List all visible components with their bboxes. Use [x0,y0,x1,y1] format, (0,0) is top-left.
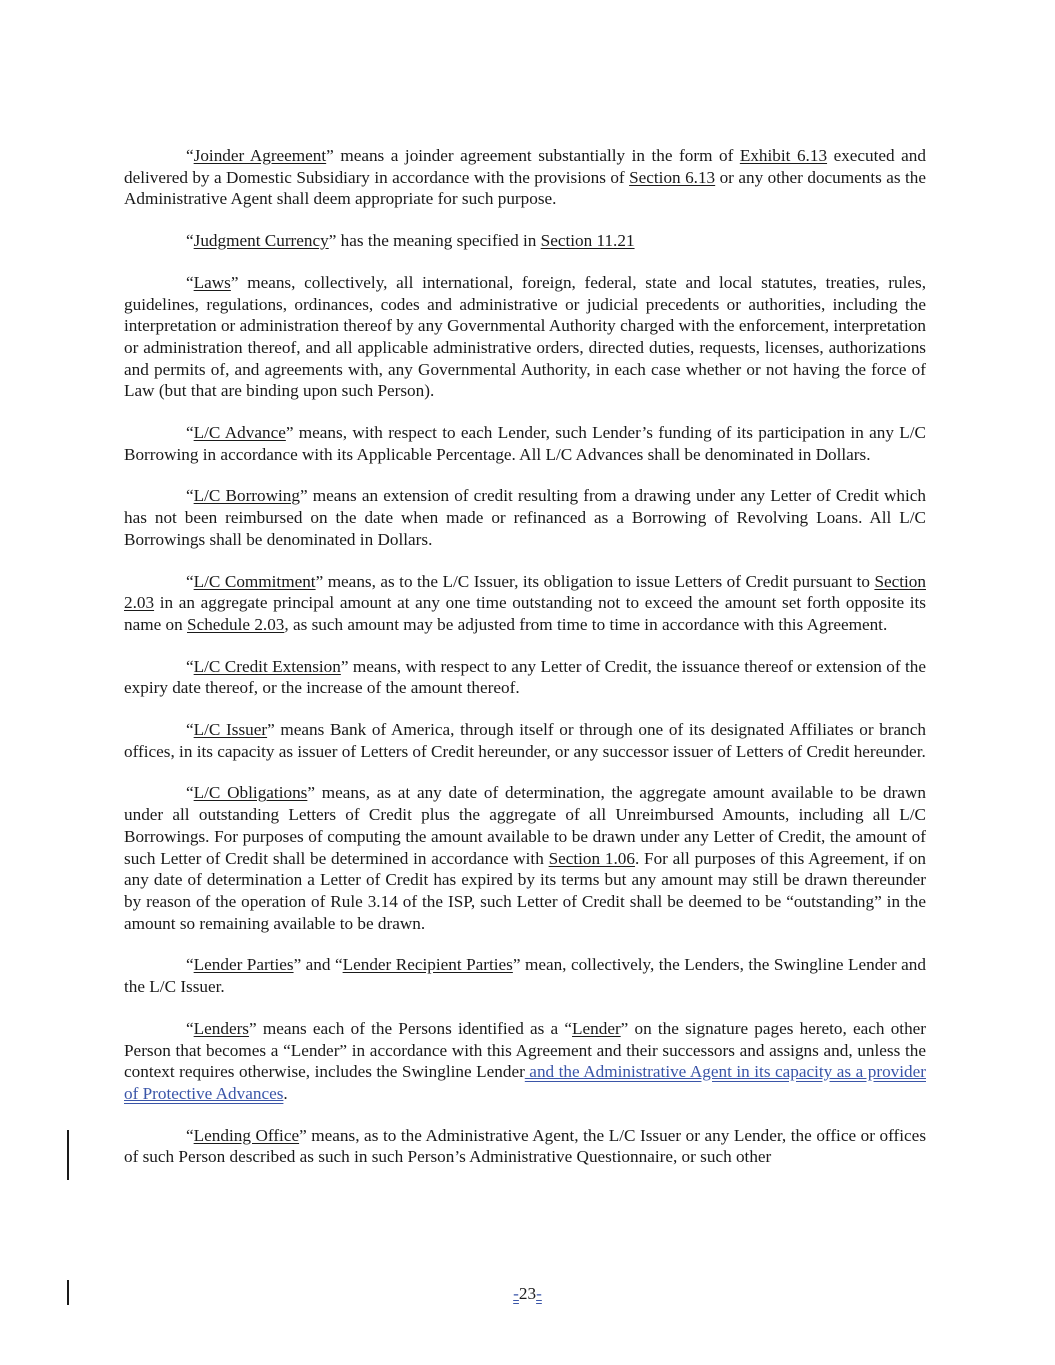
defined-term: Laws [193,272,231,292]
defined-term: Lender [572,1018,621,1038]
document-body [124,145,926,1188]
definition-text: ” mean, collectively, the Lenders, the Swingline Lender and the L/C Issuer. [124,955,926,997]
definition-text: or any other documents as the Administrative Agent shall deem appropriate for such purpose. [124,167,926,209]
defined-term: Joinder Agreement [193,146,327,165]
defined-term: L/C Issuer [193,720,268,740]
definition-paragraph [124,1018,926,1105]
definition-text: “ [186,783,194,803]
definition-text: ” has the meaning specified in [328,231,541,251]
definition-text: , as such amount may be adjusted from time to time in accordance with this Agreement. [284,614,888,634]
defined-term: Section 6.13 [629,167,716,187]
definition-text: ” means an extension of credit resulting from a drawing under any Letter of Credit which has not been reimbursed on the date when made or refinanced as a Borrowing of Revolving Loans. All L/C Borrowings shall be denominated in Dollars. [124,486,926,549]
definition-text: . [283,1083,288,1103]
page-number-dash-left: - [513,1284,519,1303]
defined-term: Section 11.21 [540,231,635,251]
inserted-text: and the Administrative Agent in its capacity as a provider of Protective Advances [124,1062,926,1103]
definition-paragraph [124,571,926,636]
definition-paragraph [124,230,926,252]
definition-text: ” means each of the Persons identified as a “ [249,1018,572,1038]
defined-term: Judgment Currency [193,231,329,251]
definition-text: ” means, as to the Administrative Agent, the L/C Issuer or any Lender, the office or offices of such Person described as such in such Person’s Administrative Questionnaire, or such other [124,1125,927,1167]
definition-text: ” means, with respect to any Letter of Credit, the issuance thereof or extension of the expiry date thereof, or the increase of the amount thereof. [124,656,926,698]
definition-text: in an aggregate principal amount at any one time outstanding not to exceed the amount set forth opposite its name on [124,593,926,634]
definition-text: “ [186,146,194,165]
definition-text: “ [186,272,194,292]
defined-term: Lenders [193,1018,249,1038]
definition-text: executed and delivered by a Domestic Subsidiary in accordance with the provisions of [124,146,926,187]
definition-text: ” means, as at any date of determination, the aggregate amount available to be drawn under all outstanding Letters of Credit plus the aggregate of all Unreimbursed Amounts, including all L/C Borrowings. For purposes of computing the amount available to be drawn under any Letter of Credit, the amount of such Letter of Credit shall be determined in accordance with [124,783,927,868]
defined-term: Section 1.06 [548,848,635,868]
defined-term: Section 2.03 [124,571,926,613]
page-number [0,1284,1055,1304]
definition-text: . For all purposes of this Agreement, if on any date of determination a Letter of Credit has expired by its terms but any amount may still be drawn thereunder by reason of the operation of Rule 3.14 of the ISP, such Letter of Credit shall be deemed to be “outstanding” in the amount so remaining available to be drawn. [124,848,926,933]
defined-term: L/C Borrowing [193,486,300,506]
definition-text: “ [186,656,194,676]
definition-text: ” means, with respect to each Lender, such Lender’s funding of its participation in any L/C Borrowing in accordance with its Applicable Percentage. All L/C Advances shall be denominated in Dollars. [124,423,926,464]
defined-term: L/C Credit Extension [193,656,341,676]
change-bar [67,1130,69,1180]
definition-text: “ [186,423,194,443]
definition-paragraph [124,656,926,699]
definition-text: “ [186,231,194,251]
definition-paragraph [124,719,926,762]
definition-text: ” means, as to the L/C Issuer, its obligation to issue Letters of Credit pursuant to [315,571,875,591]
definition-paragraph [124,272,926,402]
definition-paragraph [124,485,926,550]
definition-text: ” means Bank of America, through itself or through one of its designated Affiliates or branch offices, in its capacity as issuer of Letters of Credit hereunder, or any successor issuer of Letters of Credit hereunder. [124,720,926,761]
page-number-dash-right: - [536,1284,542,1303]
definition-paragraph [124,422,926,465]
defined-term: L/C Commitment [193,571,316,591]
definition-paragraph [124,782,926,934]
definition-text: ” means, collectively, all international, foreign, federal, state and local statutes, treaties, rules, guidelines, regulations, ordinances, codes and administrative or judicial precedents or authorities, including the interpretation or administration thereof by any Governmental Authority charged with the enforcement, interpretation or administration thereof, and all applicable administrative orders, directed duties, requests, licenses, authorizations and permits of, and agreements with, any Governmental Authority, in each case whether or not having the force of Law (but that are binding upon such Person). [124,272,926,401]
definition-text: ” and “ [293,955,343,975]
definition-text: “ [186,486,194,506]
definition-paragraph [124,954,926,997]
defined-term: Lending Office [193,1125,300,1145]
definition-text: ” means a joinder agreement substantially in the form of [326,146,740,165]
definition-text: “ [186,1018,194,1038]
defined-term: Lender Recipient Parties [342,955,513,975]
defined-term: Schedule 2.03 [187,614,285,634]
defined-term: L/C Obligations [193,783,308,803]
defined-term: Exhibit 6.13 [739,146,828,165]
definition-text: “ [186,720,194,740]
definition-text: “ [186,571,194,591]
defined-term: Lender Parties [193,955,294,975]
definition-text: “ [186,1125,194,1145]
page-number-value: 23 [518,1284,537,1303]
defined-term: L/C Advance [193,423,286,443]
definition-paragraph [124,1125,926,1168]
definition-text: “ [186,955,194,975]
definition-text: ” on the signature pages hereto, each other Person that becomes a “Lender” in accordance with this Agreement and their successors and assigns and, unless the context requires otherwise, includes the Swingline Lender [124,1018,927,1082]
definition-paragraph [124,145,926,210]
